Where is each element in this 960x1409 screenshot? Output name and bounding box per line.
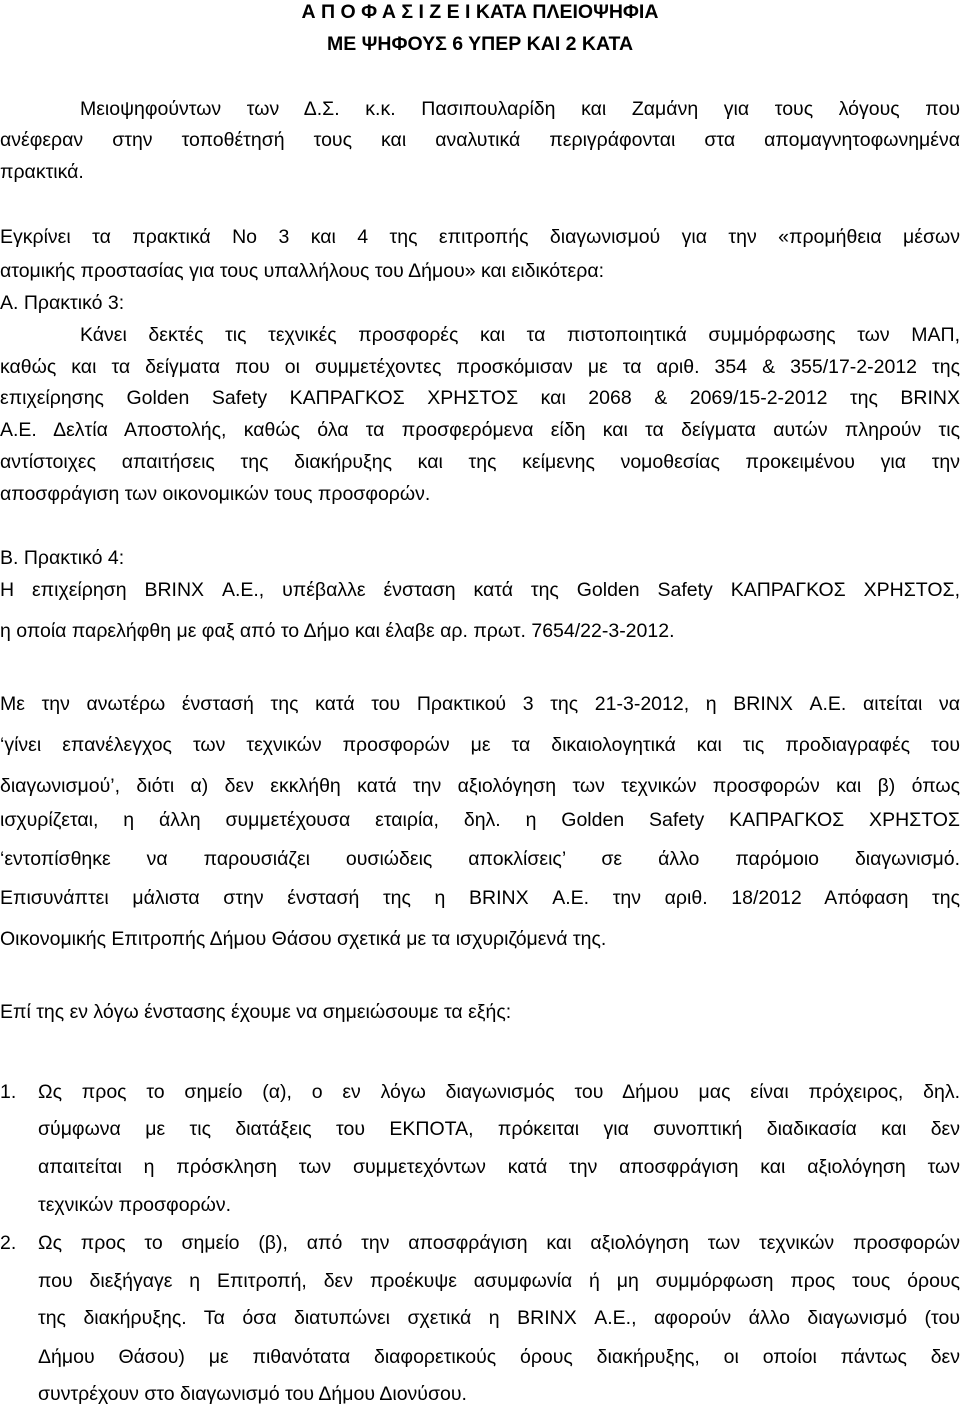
objection-line: Με την ανωτέρω ένστασή της κατά του Πρακτικού 3 της 21-3-2012, η BRINX Α.Ε. αιτείται να bbox=[0, 693, 960, 715]
section-b-line: Η επιχείρηση BRINX Α.Ε., υπέβαλλε ένσταση κατά της Golden Safety ΚΑΠΡΑΓΚΟΣ ΧΡΗΣΤΟΣ, bbox=[0, 579, 960, 601]
point-line: Ως προς το σημείο (β), από την αποσφράγιση και αξιολόγηση των τεχνικών προσφορών bbox=[38, 1232, 960, 1254]
objection-line: διαγωνισμού’, διότι α) δεν εκκλήθη κατά την αξιολόγηση των τεχνικών προσφορών και β) όπως bbox=[0, 775, 960, 797]
section-a-line: Α.Ε. Δελτία Αποστολής, καθώς όλα τα προσφερόμενα είδη και τα δείγματα αυτών πληρούν τις bbox=[0, 419, 960, 441]
objection-line: Οικονομικής Επιτροπής Δήμου Θάσου σχετικά με τα ισχυριζόμενά της. bbox=[0, 928, 607, 950]
point-line: Ως προς το σημείο (α), ο εν λόγω διαγωνισμός του Δήμου μας είναι πρόχειρος, δηλ. bbox=[38, 1081, 960, 1103]
vote-heading: ΜΕ ΨΗΦΟΥΣ 6 ΥΠΕΡ ΚΑΙ 2 ΚΑΤΑ bbox=[326, 33, 634, 55]
point-line: της διακήρυξης. Τα όσα διατυπώνει σχετικά η BRINX Α.Ε., αφορούν άλλο διαγωνισμό (του bbox=[38, 1307, 960, 1329]
point-number: 2. bbox=[0, 1232, 17, 1254]
section-a-title: Α. Πρακτικό 3: bbox=[0, 292, 125, 314]
section-b-title: Β. Πρακτικό 4: bbox=[0, 547, 125, 569]
approval-line: Εγκρίνει τα πρακτικά Νο 3 και 4 της επιτροπής διαγωνισμού για την «προμήθεια μέσων bbox=[0, 226, 960, 248]
point-line: συντρέχουν στο διαγωνισμό του Δήμου Διονύσου. bbox=[38, 1383, 467, 1405]
section-a-line: αποσφράγιση των οικονομικών τους προσφορών. bbox=[0, 483, 431, 505]
point-line: τεχνικών προσφορών. bbox=[38, 1194, 232, 1216]
objection-line: ‘γίνει επανέλεγχος των τεχνικών προσφορών με τα δικαιολογητικά και τις προδιαγραφές του bbox=[0, 734, 960, 756]
approval-line: ατομικής προστασίας για τους υπαλλήλους του Δήμου» και ειδικότερα: bbox=[0, 260, 605, 282]
section-a-line: επιχείρησης Golden Safety ΚΑΠΡΑΓΚΟΣ ΧΡΗΣΤΟΣ και 2068 & 2069/15-2-2012 της BRINX bbox=[0, 387, 960, 409]
section-a-line: καθώς και τα δείγματα που οι συμμετέχοντες προσκόμισαν με τα αριθ. 354 & 355/17-2-2012 της bbox=[0, 356, 960, 378]
section-a-line: αντίστοιχες απαιτήσεις της διακήρυξης και της κείμενης νομοθεσίας προκειμένου για την bbox=[0, 451, 960, 473]
decision-heading: Α Π Ο Φ Α Σ Ι Ζ Ε Ι ΚΑΤΑ ΠΛΕΙΟΨΗΦΙΑ bbox=[301, 1, 659, 23]
point-number: 1. bbox=[0, 1081, 17, 1103]
intro-line: πρακτικά. bbox=[0, 161, 84, 183]
objection-line: ‘εντοπίσθηκε να παρουσιάζει ουσιώδεις αποκλίσεις’ σε άλλο παρόμοιο διαγωνισμό. bbox=[0, 848, 960, 870]
section-b-line: η οποία παρελήφθη με φαξ από το Δήμο και έλαβε αρ. πρωτ. 7654/22-3-2012. bbox=[0, 620, 675, 642]
point-line: απαιτείται η πρόσκληση των συμμετεχόντων κατά την αποσφράγιση και αξιολόγηση των bbox=[38, 1156, 960, 1178]
remarks-intro: Επί της εν λόγω ένστασης έχουμε να σημειώσουμε τα εξής: bbox=[0, 1001, 512, 1023]
section-a-line: Κάνει δεκτές τις τεχνικές προσφορές και τα πιστοποιητικά συμμόρφωσης των ΜΑΠ, bbox=[80, 324, 960, 346]
point-line: Δήμου Θάσου) με πιθανότατα διαφορετικούς όρους διακήρυξης, οι οποίοι πάντως δεν bbox=[38, 1346, 960, 1368]
objection-line: Επισυνάπτει μάλιστα στην ένστασή της η BRINX Α.Ε. την αριθ. 18/2012 Απόφαση της bbox=[0, 887, 960, 909]
point-line: σύμφωνα με τις διατάξεις του ΕΚΠΟΤΑ, πρόκειται για συνοπτική διαδικασία και δεν bbox=[38, 1118, 960, 1140]
point-line: που διεξήγαγε η Επιτροπή, δεν προέκυψε ασυμφωνία ή μη συμμόρφωση προς τους όρους bbox=[38, 1270, 960, 1292]
objection-line: ισχυρίζεται, η άλλη συμμετέχουσα εταιρία, δηλ. η Golden Safety ΚΑΠΡΑΓΚΟΣ ΧΡΗΣΤΟΣ bbox=[0, 809, 960, 831]
intro-line: ανέφεραν στην τοποθέτησή τους και αναλυτικά περιγράφονται στα απομαγνητοφωνημένα bbox=[0, 129, 960, 151]
intro-line: Μειοψηφούντων των Δ.Σ. κ.κ. Πασιπουλαρίδη και Ζαμάνη για τους λόγους που bbox=[80, 98, 960, 120]
